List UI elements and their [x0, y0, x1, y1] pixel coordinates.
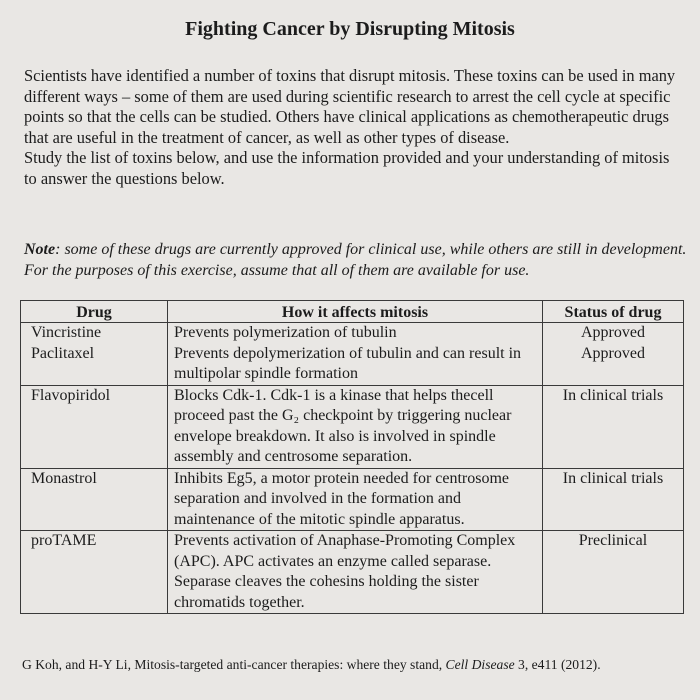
- table-row: [21, 531, 684, 614]
- citation: [22, 656, 692, 674]
- status-text: Preclinical: [543, 531, 684, 614]
- drug-name: Flavopiridol: [21, 385, 168, 468]
- effect-text: Prevents depolymerization of tubulin and can result in multipolar spindle formation: [174, 344, 522, 382]
- status-text: In clinical trials: [543, 385, 684, 468]
- effect-text: Blocks Cdk-1. Cdk-1 is a kinase that helps thecell proceed past the G₂ checkpoint by triggering nuclear envelope breakdown. It also is involved in spindle assembly and centrosome separation.: [168, 385, 543, 468]
- status-text: In clinical trials: [543, 468, 684, 531]
- page-title: Fighting Cancer by Disrupting Mitosis: [185, 18, 515, 40]
- intro-paragraph: Scientists have identified a number of toxins that disrupt mitosis. These toxins can be used in many different ways – some of them are used during scientific research to arrest the cell cycle at specific points so that the cells can be studied. Others have clinical applications as chemotherapeutic drugs that are useful in the treatment of cancer, as well as other types of disease.: [24, 66, 676, 147]
- drug-name: Monastrol: [21, 468, 168, 531]
- note-label: Note: [24, 241, 56, 258]
- effect-text: Prevents activation of Anaphase-Promoting Complex (APC). APC activates an enzyme called separase. Separase cleaves the cohesins holding the sister chromatids together.: [168, 531, 543, 614]
- table-row: [21, 385, 684, 468]
- drug-cell: [21, 323, 168, 386]
- header-status: Status of drug: [543, 301, 684, 323]
- instructions-paragraph: Study the list of toxins below, and use the information provided and your understanding of mitosis to answer the questions below.: [24, 148, 670, 188]
- note-text: : some of these drugs are currently approved for clinical use, while others are still in development. For the purposes of this exercise, assume that all of them are available for use.: [24, 241, 687, 279]
- citation-suffix: 3, e411 (2012).: [514, 657, 601, 672]
- header-drug: Drug: [21, 301, 168, 323]
- drug-name: proTAME: [21, 531, 168, 614]
- header-effect: How it affects mitosis: [168, 301, 543, 323]
- effect-text: Prevents polymerization of tubulin: [174, 324, 397, 341]
- citation-text: G Koh, and H-Y Li, Mitosis-targeted anti-cancer therapies: where they stand,: [22, 657, 446, 672]
- drug-name: Paclitaxel: [31, 344, 95, 362]
- drug-table: [20, 300, 684, 614]
- status-text: Approved: [581, 344, 645, 362]
- table-header-row: [21, 301, 684, 323]
- effect-text: Inhibits Eg5, a motor protein needed for centrosome separation and involved in the formation and maintenance of the mitotic spindle apparatus.: [168, 468, 543, 531]
- table-row: [21, 323, 684, 386]
- intro-section: [24, 66, 686, 190]
- effect-cell: [168, 323, 543, 386]
- note: [24, 240, 694, 281]
- status-text: Approved: [581, 324, 645, 341]
- citation-journal: Cell Disease: [445, 657, 515, 672]
- status-cell: [543, 323, 684, 386]
- drug-name: Vincristine: [31, 324, 102, 341]
- table-row: [21, 468, 684, 531]
